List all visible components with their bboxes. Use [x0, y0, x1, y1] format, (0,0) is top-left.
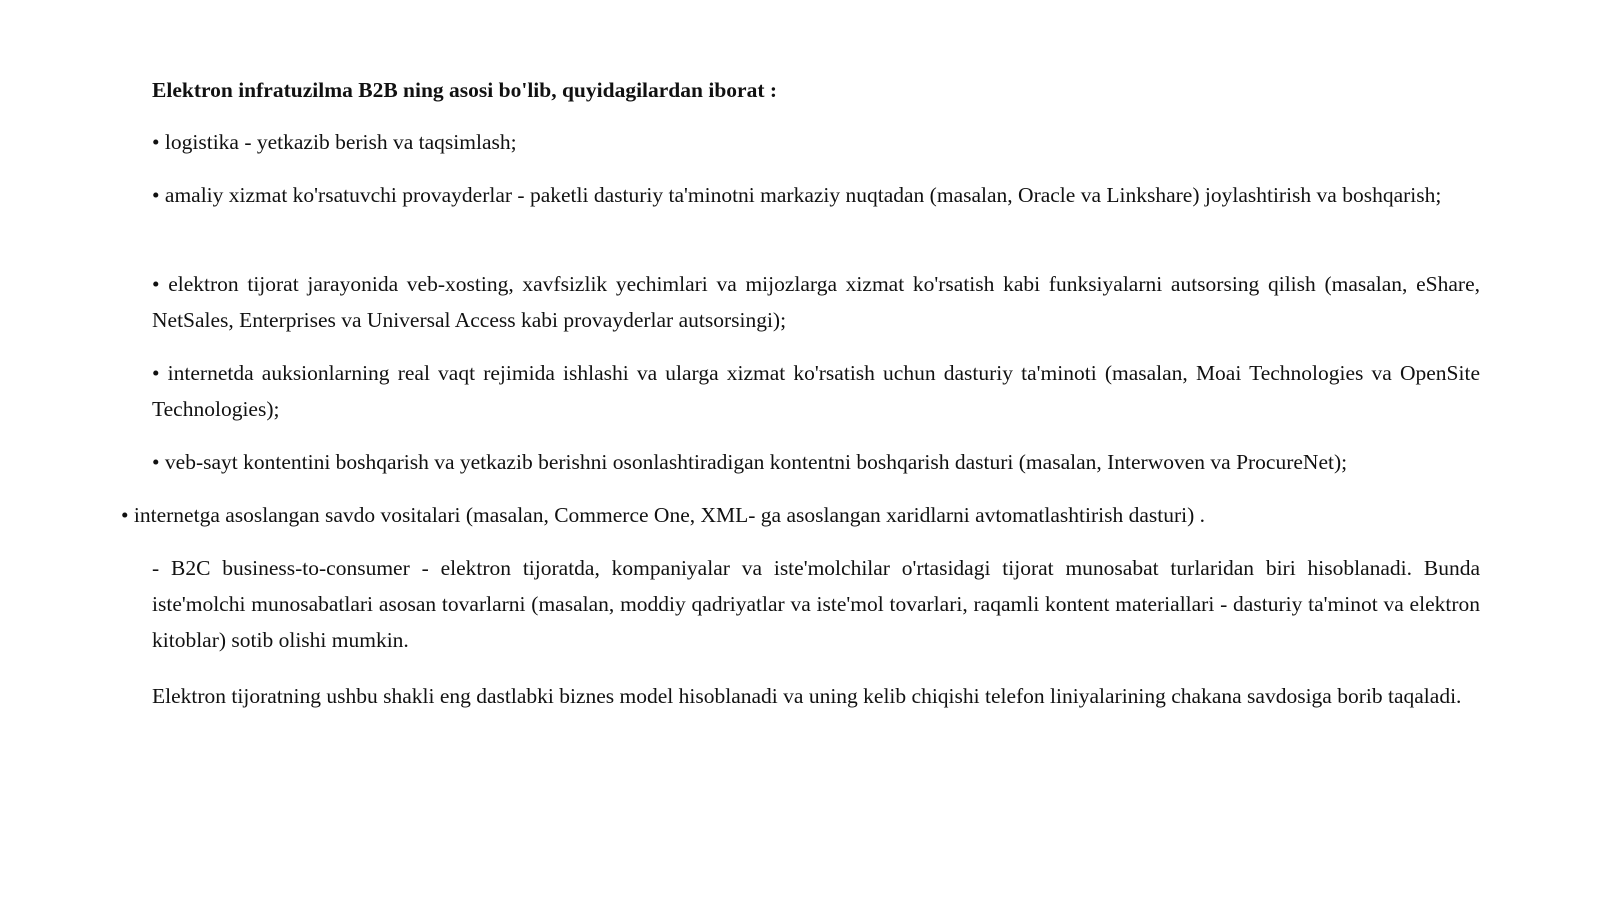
final-paragraph: Elektron tijoratning ushbu shakli eng dastlabki biznes model hisoblanadi va uning kelib chiqishi telefon liniyalarining chakana savdosiga borib taqaladi.	[152, 684, 1462, 708]
bullet-outsourcing: • elektron tijorat jarayonida veb-xosting, xavfsizlik yechimlari va mijozlarga xizmat ko'rsatish kabi funksiyalarni autsorsing qilish (masalan, eShare, NetSales, Enterprises va Universal Access kabi provayderlar autsorsingi);	[152, 272, 1480, 332]
bullet-logistics: • logistika - yetkazib berish va taqsimlash;	[152, 130, 517, 154]
b2c-paragraph: - B2C business-to-consumer - elektron tijoratda, kompaniyalar va iste'molchilar o'rtasidagi tijorat munosabat turlaridan biri hisoblanadi. Bunda iste'molchi munosabatlari asosan tovarlarni (masalan, moddiy qadriyatlar va iste'mol tovarlari, raqamli kontent materiallari - dasturiy ta'minot va elektron kitoblar) sotib olishi mumkin.	[152, 556, 1480, 652]
bullet-content-management: • veb-sayt kontentini boshqarish va yetkazib berishni osonlashtiradigan kontentni boshqarish dasturi (masalan, Interwoven va ProcureNet);	[152, 450, 1348, 474]
bullet-trade-tools: • internetga asoslangan savdo vositalari (masalan, Commerce One, XML- ga asoslangan xaridlarni avtomatlashtirish dasturi) .	[121, 503, 1206, 527]
document-title: Elektron infratuzilma B2B ning asosi bo'lib, quyidagilardan iborat :	[152, 78, 778, 102]
bullet-auctions: • internetda auksionlarning real vaqt rejimida ishlashi va ularga xizmat ko'rsatish uchun dasturiy ta'minoti (masalan, Moai Technologies va OpenSite Technologies);	[152, 361, 1480, 421]
bullet-service-providers: • amaliy xizmat ko'rsatuvchi provayderlar - paketli dasturiy ta'minotni markaziy nuqtadan (masalan, Oracle va Linkshare) joylashtirish va boshqarish;	[152, 183, 1442, 207]
